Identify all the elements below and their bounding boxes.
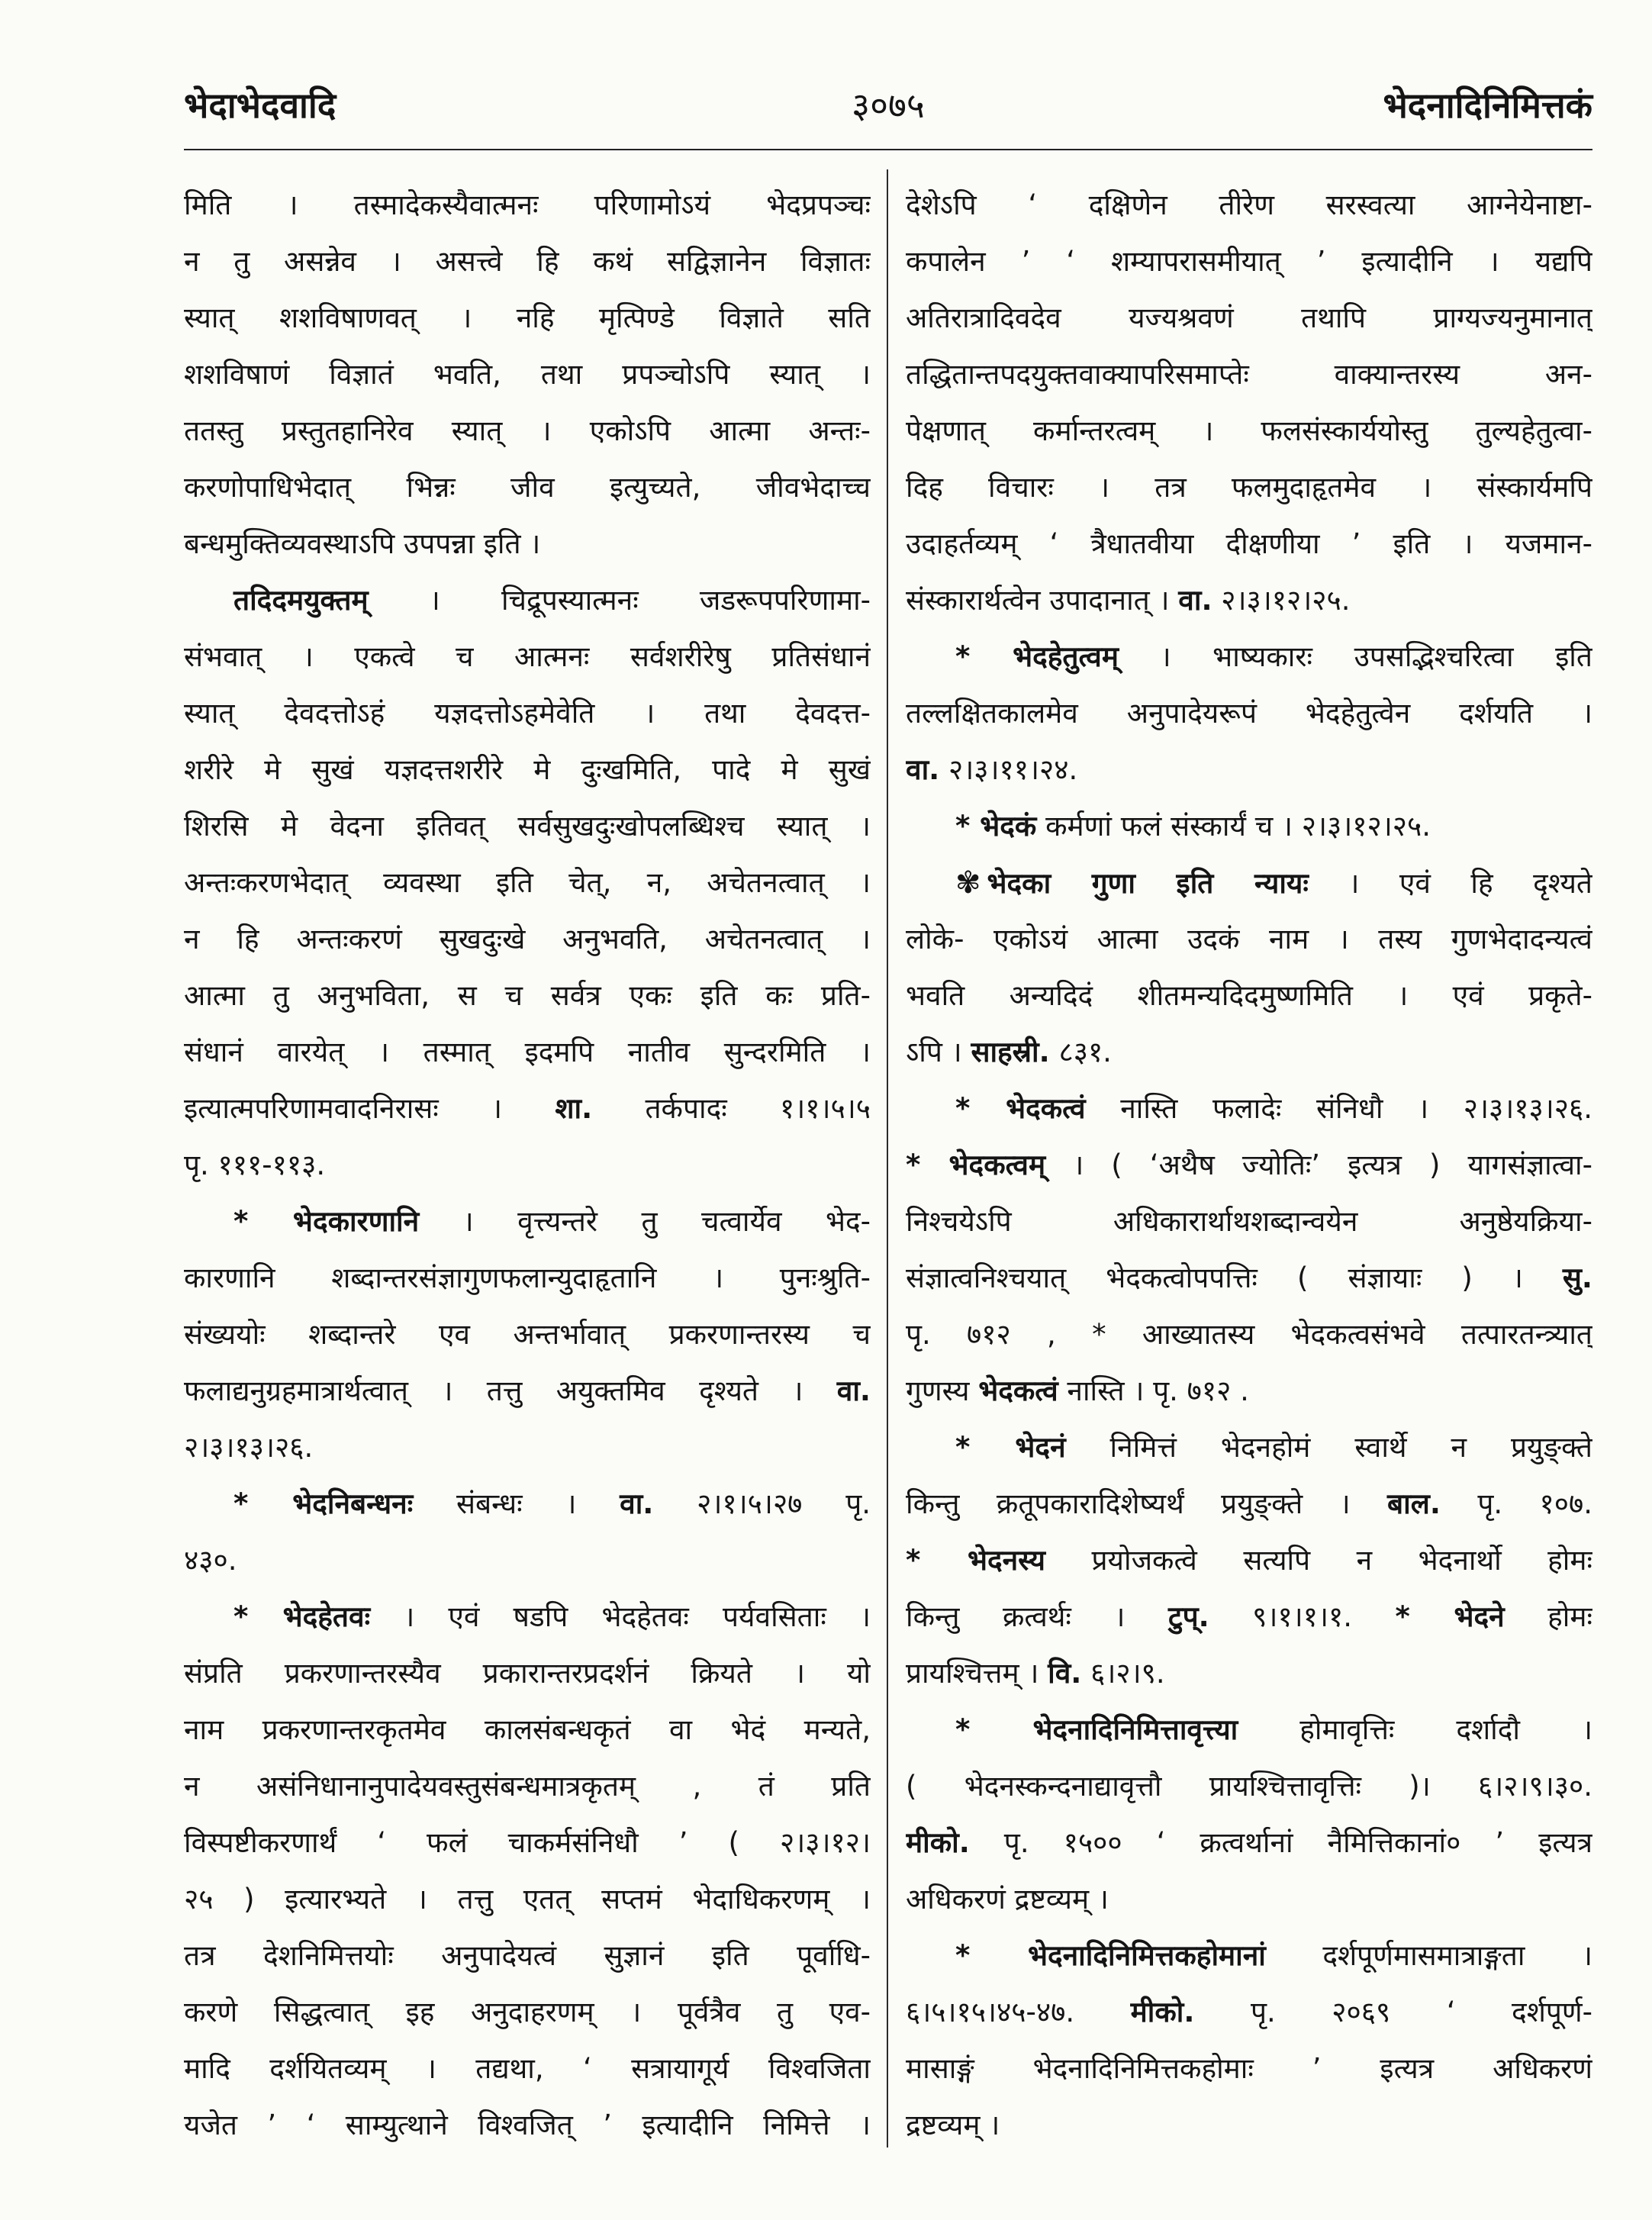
source-abbreviation: वा. bbox=[906, 753, 940, 786]
text-span: निश्चयेऽपि अधिकारार्थाथशब्दान्वयेन अनुष्ठेयक्रिया- bbox=[906, 1205, 1592, 1238]
text-line bbox=[906, 968, 1592, 1024]
page-number: ३०७५ bbox=[852, 85, 925, 126]
text-span: तद्धितान्तपदयुक्तवाक्यापरिसमाप्तेः वाक्यान्तरस्य अन- bbox=[906, 358, 1592, 391]
text-line bbox=[906, 1702, 1592, 1758]
text-span: करणे सिद्धत्वात् इह अनुदाहरणम् । पूर्वत्रैव तु एव- bbox=[184, 1996, 871, 2028]
text-line bbox=[906, 1984, 1592, 2041]
text-line bbox=[906, 1589, 1592, 1645]
text-line bbox=[184, 742, 871, 798]
text-span: न असंनिधानानुपादेयवस्तुसंबन्धमात्रकृतम् , तं प्रति bbox=[184, 1770, 871, 1803]
text-span: गुणस्य bbox=[906, 1374, 979, 1407]
text-span: पृ. १११-११३. bbox=[184, 1149, 326, 1181]
entry-headword: * भेदनं bbox=[955, 1431, 1066, 1464]
text-line bbox=[184, 1815, 871, 1871]
text-line bbox=[184, 968, 871, 1024]
text-line bbox=[184, 1250, 871, 1307]
text-span: शरीरे मे सुखं यज्ञदत्तशरीरे मे दुःखमिति, पादे मे सुखं bbox=[184, 753, 871, 786]
text-line bbox=[906, 1758, 1592, 1815]
source-abbreviation: मीको. bbox=[1130, 1996, 1195, 2028]
text-line bbox=[184, 1758, 871, 1815]
text-line bbox=[906, 516, 1592, 572]
text-span: देशेऽपि ‘ दक्षिणेन तीरेण सरस्वत्या आग्नेयेनाष्टा- bbox=[906, 188, 1592, 221]
entry-paragraph bbox=[184, 1194, 871, 1476]
text-span: । एवं हि दृश्यते bbox=[1308, 867, 1592, 900]
entry-headword: तदिदमयुक्तम् bbox=[233, 584, 369, 617]
text-line bbox=[906, 1928, 1592, 1984]
header-rule bbox=[184, 149, 1592, 150]
text-line bbox=[184, 177, 871, 234]
entry-headword: * भेदहेतुत्वम् bbox=[955, 640, 1119, 673]
text-span: लोके- एकोऽयं आत्मा उदकं नाम । तस्य गुणभेदादन्यत्वं bbox=[906, 923, 1592, 955]
text-line bbox=[906, 1194, 1592, 1250]
text-span: ८३१. bbox=[1049, 1036, 1112, 1068]
text-span: कारणानि शब्दान्तरसंज्ञागुणफलान्युदाहृतानि । पुनःश्रुति- bbox=[184, 1261, 871, 1294]
text-span: भवति अन्यदिदं शीतमन्यदिदमुष्णमिति । एवं प्रकृते- bbox=[906, 979, 1592, 1012]
text-line bbox=[906, 685, 1592, 742]
entry-headword: भेदकत्वं bbox=[978, 1374, 1058, 1407]
text-line bbox=[184, 1645, 871, 1702]
text-span: नास्ति फलादेः संनिधौ । २।३।१३।२६. bbox=[1085, 1092, 1592, 1125]
source-abbreviation: वा. bbox=[836, 1374, 871, 1407]
text-span: बन्धमुक्तिव्यवस्थाऽपि उपपन्ना इति । bbox=[184, 527, 541, 560]
text-span: पृ. ७१२ , * आख्यातस्य भेदकत्वसंभवे तत्पारतन्त्र्यात् bbox=[906, 1318, 1592, 1351]
source-abbreviation: वि. bbox=[1048, 1657, 1082, 1690]
text-line bbox=[184, 1702, 871, 1758]
text-span: । वृत्त्यन्तरे तु चत्वार्येव भेद- bbox=[419, 1205, 871, 1238]
text-span: होमावृत्तिः दर्शादौ । bbox=[1238, 1713, 1592, 1746]
text-span: तत्र देशनिमित्तयोः अनुपादेयत्वं सुज्ञानं इति पूर्वाधि- bbox=[184, 1939, 871, 1972]
text-span: दिह विचारः । तत्र फलमुदाहृतमेव । संस्कार्यमपि bbox=[906, 471, 1592, 504]
text-span: । ( ‘अथैष ज्योतिः’ इत्यत्र ) यागसंज्ञात्वा- bbox=[1045, 1149, 1592, 1181]
text-span: संप्रति प्रकरणान्तरस्यैव प्रकारान्तरप्रदर्शनं क्रियते । यो bbox=[184, 1657, 871, 1690]
text-span: २।३।१२।२५. bbox=[1212, 584, 1351, 617]
text-line bbox=[184, 1137, 871, 1194]
text-line bbox=[184, 1024, 871, 1081]
text-span: मिति । तस्मादेकस्यैवात्मनः परिणामोऽयं भेदप्रपञ्चः bbox=[184, 188, 871, 221]
text-span: २।३।११।२४. bbox=[939, 753, 1078, 786]
source-abbreviation: मीको. bbox=[906, 1826, 970, 1859]
text-span: किन्तु क्रत्वर्थः । bbox=[906, 1600, 1168, 1633]
text-line bbox=[906, 403, 1592, 459]
entry-paragraph bbox=[184, 1589, 871, 2154]
text-span: ४३०. bbox=[184, 1544, 237, 1577]
text-span: तर्कपादः १।१।५।५ bbox=[592, 1092, 871, 1125]
text-span: अधिकरणं द्रष्टव्यम् । bbox=[906, 1883, 1109, 1916]
text-span: ऽपि । bbox=[906, 1036, 971, 1068]
text-span: अन्तःकरणभेदात् व्यवस्था इति चेत्, न, अचेतनत्वात् । bbox=[184, 866, 871, 899]
text-line bbox=[184, 346, 871, 403]
text-line bbox=[184, 1307, 871, 1363]
text-line bbox=[184, 855, 871, 911]
text-line bbox=[184, 1532, 871, 1589]
text-span: संस्कारार्थत्वेन उपादानात् । bbox=[906, 584, 1179, 617]
text-line bbox=[906, 1250, 1592, 1307]
entry-paragraph bbox=[906, 1419, 1592, 1702]
entry-headword: * भेदकत्वं bbox=[955, 1092, 1086, 1125]
text-span: स्यात् देवदत्तोऽहं यज्ञदत्तोऽहमेवेति । तथा देवदत्त- bbox=[184, 697, 871, 730]
entry-paragraph bbox=[184, 572, 871, 1194]
source-abbreviation: वा. bbox=[1178, 584, 1212, 617]
entry-headword: * भेदनस्य bbox=[906, 1544, 1046, 1577]
text-span: कर्मणां फलं संस्कार्यं च । २।३।१२।२५. bbox=[1036, 810, 1431, 843]
entry-headword: * भेदकत्वम् bbox=[906, 1149, 1046, 1181]
text-span: फलाद्यनुग्रहमात्रार्थत्वात् । तत्तु अयुक्तमिव दृश्यते । bbox=[184, 1374, 837, 1407]
text-line bbox=[906, 855, 1592, 911]
text-span: किन्तु क्रतूपकारादिशेष्यर्थं प्रयुङ्क्ते । bbox=[906, 1487, 1388, 1520]
text-span: न तु असन्नेव । असत्त्वे हि कथं सद्विज्ञानेन विज्ञातः bbox=[184, 245, 871, 278]
text-line bbox=[906, 572, 1592, 629]
entry-paragraph bbox=[184, 177, 871, 572]
entry-headword: * भेदनिबन्धनः bbox=[233, 1487, 414, 1520]
text-span: नाम प्रकरणान्तरकृतमेव कालसंबन्धकृतं वा भेदं मन्यते, bbox=[184, 1713, 871, 1746]
text-line bbox=[906, 290, 1592, 346]
text-line bbox=[906, 1307, 1592, 1363]
text-span: स्यात् शशविषाणवत् । नहि मृत्पिण्डे विज्ञाते सति bbox=[184, 301, 871, 334]
text-span: । चिद्रूपस्यात्मनः जडरूपपरिणामा- bbox=[368, 584, 871, 617]
text-line bbox=[906, 1476, 1592, 1532]
text-span: पृ. १५०० ‘ क्रत्वर्थानां नैमित्तिकानां० ’ इत्यत्र bbox=[969, 1826, 1592, 1859]
text-line bbox=[184, 403, 871, 459]
text-span: अतिरात्रादिवदेव यज्यश्रवणं तथापि प्राग्यज्यनुमानात् bbox=[906, 301, 1592, 334]
text-line bbox=[184, 1363, 871, 1419]
text-line bbox=[906, 1419, 1592, 1476]
column-divider bbox=[887, 169, 888, 2148]
text-line bbox=[906, 1137, 1592, 1194]
source-abbreviation: साहस्री. bbox=[971, 1036, 1050, 1068]
text-line bbox=[184, 798, 871, 855]
text-span: २।३।१३।२६. bbox=[184, 1431, 314, 1464]
running-head-right: भेदनादिनिमित्तकं bbox=[1383, 85, 1592, 126]
entry-paragraph bbox=[906, 798, 1592, 855]
text-span: संख्ययोः शब्दान्तरे एव अन्तर्भावात् प्रकरणान्तरस्य च bbox=[184, 1318, 871, 1351]
text-line bbox=[906, 1363, 1592, 1419]
text-line bbox=[906, 1024, 1592, 1081]
text-line bbox=[184, 234, 871, 290]
text-span: पेक्षणात् कर्मान्तरत्वम् । फलसंस्कार्ययोस्तु तुल्यहेतुत्वा- bbox=[906, 414, 1592, 447]
text-span: संधानं वारयेत् । तस्मात् इदमपि नातीव सुन्दरमिति । bbox=[184, 1036, 871, 1068]
entry-paragraph bbox=[906, 855, 1592, 1081]
text-span: कपालेन ’ ‘ शम्यापरासमीयात् ’ इत्यादीनि । यद्यपि bbox=[906, 245, 1592, 278]
text-span: ९।१।१।१. bbox=[1209, 1600, 1396, 1633]
entry-paragraph bbox=[184, 1476, 871, 1589]
text-span: ६।२।९. bbox=[1081, 1657, 1165, 1690]
text-span: प्रयोजकत्वे सत्यपि न भेदनार्थो होमः bbox=[1045, 1544, 1592, 1577]
text-line bbox=[184, 1419, 871, 1476]
text-span: शिरसि मे वेदना इतिवत् सर्वसुखदुःखोपलब्धिश्च स्यात् । bbox=[184, 810, 871, 843]
text-span: २५ ) इत्यारभ्यते । तत्तु एतत् सप्तमं भेदाधिकरणम् । bbox=[184, 1883, 871, 1916]
text-line bbox=[184, 1476, 871, 1532]
text-span: निमित्तं भेदनहोमं स्वार्थे न प्रयुङ्क्ते bbox=[1065, 1431, 1592, 1464]
text-span: यजेत ’ ‘ साम्युत्थाने विश्वजित् ’ इत्यादीनि निमित्ते । bbox=[184, 2109, 871, 2141]
text-span: न हि अन्तःकरणं सुखदुःखे अनुभवति, अचेतनत्वात् । bbox=[184, 923, 871, 955]
text-span: प्रायश्चित्तम् । bbox=[906, 1657, 1048, 1690]
text-span: २।१।५।२७ पृ. bbox=[653, 1487, 871, 1520]
text-span: संबन्धः । bbox=[413, 1487, 620, 1520]
text-line bbox=[184, 2097, 871, 2154]
text-span: द्रष्टव्यम् । bbox=[906, 2109, 1000, 2141]
text-line bbox=[906, 234, 1592, 290]
text-line bbox=[184, 1081, 871, 1137]
text-span: । भाष्यकारः उपसद्भिश्चरित्वा इति bbox=[1118, 640, 1592, 673]
text-line bbox=[184, 459, 871, 516]
text-line bbox=[906, 1532, 1592, 1589]
text-span: ६।५।१५।४५-४७. bbox=[906, 1996, 1131, 2028]
text-span: उदाहर्तव्यम् ‘ त्रैधातवीया दीक्षणीया ’ इति । यजमान- bbox=[906, 527, 1592, 560]
entry-headword: * भेदनादिनिमित्तकहोमानां bbox=[955, 1939, 1266, 1972]
text-span: करणोपाधिभेदात् भिन्नः जीव इत्युच्यते, जीवभेदाच्च bbox=[184, 471, 871, 504]
text-line bbox=[906, 2097, 1592, 2154]
source-abbreviation: टुप्. bbox=[1167, 1600, 1209, 1633]
text-line bbox=[906, 1871, 1592, 1928]
text-line bbox=[184, 1194, 871, 1250]
text-span: पृ. १०७. bbox=[1440, 1487, 1592, 1520]
text-span: आत्मा तु अनुभविता, स च सर्वत्र एकः इति कः प्रति- bbox=[184, 979, 871, 1012]
entry-paragraph bbox=[906, 1928, 1592, 2154]
text-line bbox=[906, 459, 1592, 516]
text-line bbox=[906, 346, 1592, 403]
text-line bbox=[184, 1871, 871, 1928]
entry-headword: * भेदहेतवः bbox=[233, 1600, 371, 1633]
text-line bbox=[184, 1589, 871, 1645]
source-abbreviation: शा. bbox=[555, 1092, 593, 1125]
text-line bbox=[184, 685, 871, 742]
text-line bbox=[906, 911, 1592, 968]
entry-headword: * भेदकं bbox=[955, 810, 1037, 843]
text-span: दर्शपूर्णमासमात्राङ्गता । bbox=[1265, 1939, 1592, 1972]
text-span: विस्पष्टीकरणार्थं ‘ फलं चाकर्मसंनिधौ ’ ( २।३।१२। bbox=[184, 1826, 871, 1859]
text-line bbox=[184, 516, 871, 572]
text-span: नास्ति । पृ. ७१२ . bbox=[1058, 1374, 1249, 1407]
entry-headword: भेदका गुणा इति न्यायः bbox=[987, 867, 1309, 900]
text-line bbox=[906, 2041, 1592, 2097]
entry-paragraph bbox=[906, 1081, 1592, 1419]
entry-paragraph bbox=[906, 1702, 1592, 1928]
text-span: होमः bbox=[1504, 1600, 1592, 1633]
text-span: पृ. २०६९ ‘ दर्शपूर्ण- bbox=[1194, 1996, 1592, 2028]
text-line bbox=[184, 572, 871, 629]
text-line bbox=[184, 1928, 871, 1984]
text-span: । एवं षडपि भेदहेतवः पर्यवसिताः । bbox=[370, 1600, 871, 1633]
text-line bbox=[184, 290, 871, 346]
entry-headword: * भेदकारणानि bbox=[233, 1205, 420, 1238]
text-line bbox=[184, 2041, 871, 2097]
text-line bbox=[184, 1984, 871, 2041]
entry-headword: * भेदने bbox=[1395, 1600, 1505, 1633]
text-span: शशविषाणं विज्ञातं भवति, तथा प्रपञ्चोऽपि स्यात् । bbox=[184, 358, 871, 391]
source-abbreviation: वा. bbox=[620, 1487, 654, 1520]
text-span: ( भेदनस्कन्दनाद्यावृत्तौ प्रायश्चित्तावृत्तिः )। ६।२।९।३०. bbox=[906, 1770, 1592, 1803]
text-line bbox=[906, 1815, 1592, 1871]
text-line bbox=[906, 742, 1592, 798]
text-line bbox=[184, 911, 871, 968]
entry-paragraph bbox=[906, 177, 1592, 629]
source-abbreviation: बाल. bbox=[1387, 1487, 1441, 1520]
text-span: संज्ञात्वनिश्चयात् भेदकत्वोपपत्तिः ( संज्ञायाः ) । bbox=[906, 1261, 1563, 1294]
text-line bbox=[906, 629, 1592, 685]
text-span: मादि दर्शयितव्यम् । तद्यथा, ‘ सत्रायागूर्य विश्वजिता bbox=[184, 2052, 871, 2085]
text-line bbox=[906, 1645, 1592, 1702]
text-span: ततस्तु प्रस्तुतहानिरेव स्यात् । एकोऽपि आत्मा अन्तः- bbox=[184, 414, 871, 447]
text-line bbox=[906, 1081, 1592, 1137]
left-column bbox=[184, 177, 871, 2154]
source-abbreviation: सु. bbox=[1562, 1261, 1592, 1294]
entry-headword: * भेदनादिनिमित्तावृत्त्या bbox=[955, 1713, 1238, 1746]
running-head-left: भेदाभेदवादि bbox=[184, 85, 337, 126]
text-line bbox=[906, 798, 1592, 855]
entry-paragraph bbox=[906, 629, 1592, 798]
text-line bbox=[906, 177, 1592, 234]
text-span: इत्यात्मपरिणामवादनिरासः । bbox=[184, 1092, 555, 1125]
text-span: मासाङ्गं भेदनादिनिमित्तकहोमाः ’ इत्यत्र अधिकरणं bbox=[906, 2052, 1592, 2085]
nyaya-mark-icon: ✾ bbox=[955, 865, 981, 901]
text-span: संभवात् । एकत्वे च आत्मनः सर्वशरीरेषु प्रतिसंधानं bbox=[184, 640, 871, 673]
right-column bbox=[906, 177, 1592, 2154]
text-span: तल्लक्षितकालमेव अनुपादेयरूपं भेदहेतुत्वेन दर्शयति । bbox=[906, 697, 1592, 730]
text-line bbox=[184, 629, 871, 685]
